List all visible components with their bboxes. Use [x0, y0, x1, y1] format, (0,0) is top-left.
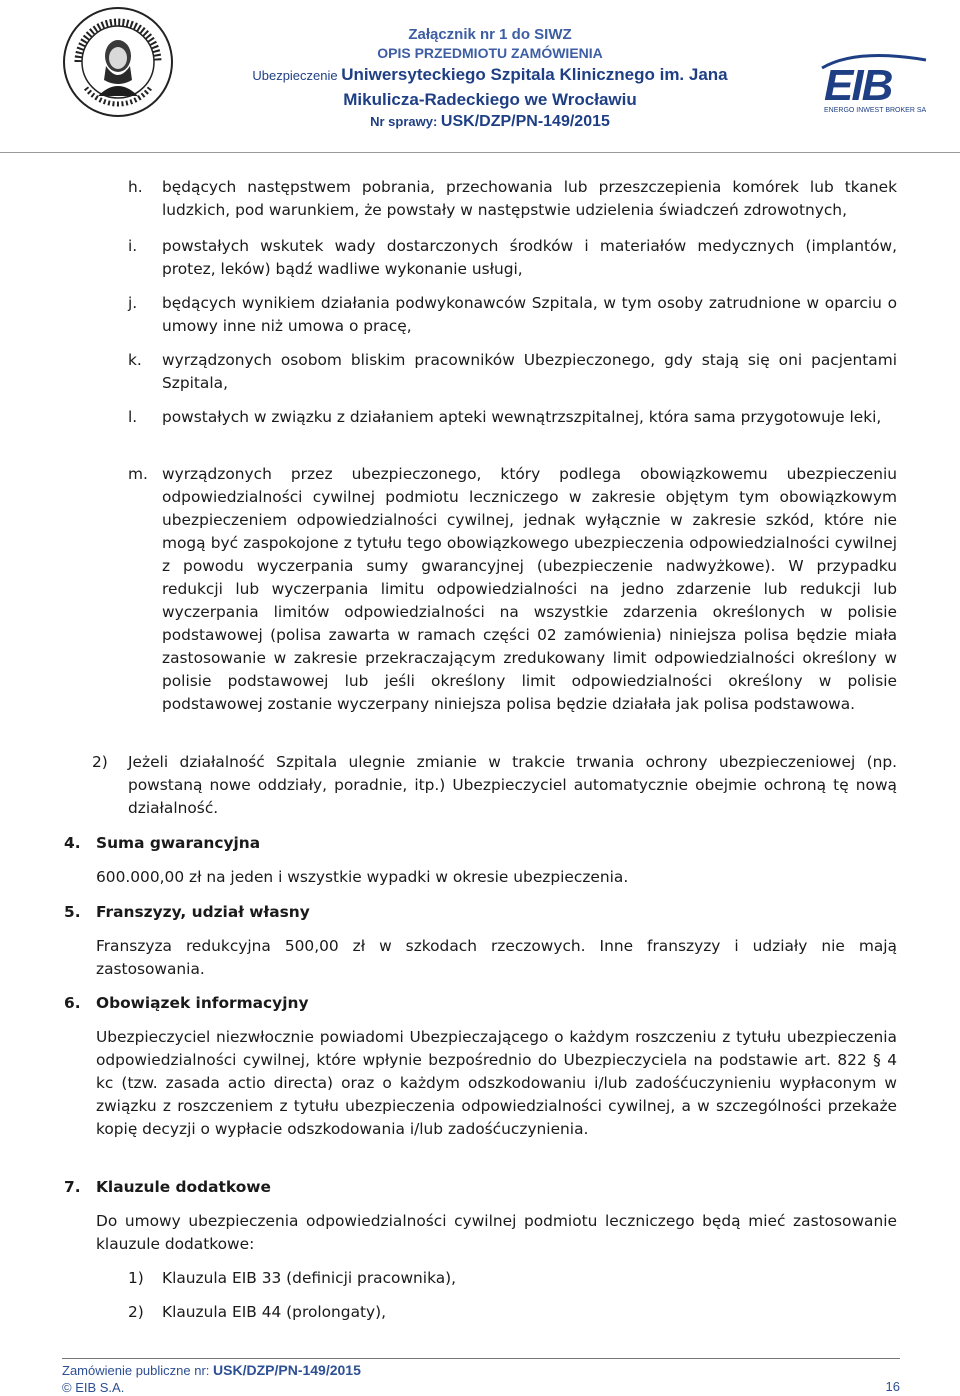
section-body: Ubezpieczyciel niezwłocznie powiadomi Ubezpieczającego o każdym roszczeniu z tytułu ubezpieczenia odpowiedzialności cywilnej, które wpłynie bezpośrednio do Ubezpieczyciela na podstawie art. 822 § 4 kc (tzw. zasada actio directa) oraz o każdym odszkodowaniu i/lub zadośćuczynieniu wypłaconym w związku z roszczeniem z tytułu ubezpieczenia odpowiedzialności cywilnej, a w szczególności przekaże kopię decyzji o wypłacie odszkodowania i/lub zadośćuczynienia. — [96, 1028, 897, 1138]
list-marker: i. — [128, 237, 138, 255]
section-body: Franszyza redukcyjna 500,00 zł w szkodach rzeczowych. Inne franszyzy i udziały nie mają zastosowania. — [96, 937, 897, 978]
page-header — [0, 0, 960, 153]
case-number: Nr sprawy: USK/DZP/PN-149/2015 — [370, 113, 610, 130]
footer-copyright: © EIB S.A. — [62, 1380, 125, 1395]
clause-item: Klauzula EIB 33 (definicji pracownika), — [162, 1269, 457, 1287]
list-item: wyrządzonych przez ubezpieczonego, który podlega obowiązkowemu ubezpieczeniu odpowiedzialności cywilnej podmiotu leczniczego w zakresie objętym tym obowiązkowym ubezpieczeniem odpowiedzialności cywilnej, jednak wyłącznie w zakresie szkód, które nie mogą być zaspokojone z tytułu tego obowiązkowego ubezpieczenia odpowiedzialności cywilnej z powodu wyczerpania sumy gwarancyjnej (ubezpieczenie nadwyżkowe). W przypadku redukcji lub wyczerpania limitu odpowiedzialności na jedno zdarzenie lub redukcji lub wyczerpania limitów odpowiedzialności na wszystkie zdarzenia określonych w polisie podstawowej (polisa zawarta w ramach części 02 zamówienia) niniejsza polisa będzie miała zastosowanie w zakresie przekraczającym zredukowany limit odpowiedzialności określony w polisie podstawowej lub jeśli określony limit odpowiedzialności określony w polisie podstawowej zostanie wyczerpany niniejsza polisa będzie działała jak polisa podstawowa. — [162, 465, 897, 713]
section-number: 4. — [64, 834, 81, 852]
clause-marker: 2) — [128, 1303, 144, 1321]
list-marker: j. — [128, 294, 138, 312]
section-body: Do umowy ubezpieczenia odpowiedzialności cywilnej podmiotu leczniczego będą mieć zastosowanie klauzule dodatkowe: — [96, 1212, 897, 1253]
point-text: Jeżeli działalność Szpitala ulegnie zmianie w trakcie trwania ochrony ubezpieczeniowej (np. powstaną nowe oddziały, poradnie, itp.) Ubezpieczyciel automatycznie obejmie ochroną tę nową działalność. — [128, 753, 897, 817]
list-item: będących następstwem pobrania, przechowania lub przeszczepienia komórek lub tkanek ludzkich, pod warunkiem, że powstały w następstwie udzielenia świadczeń zdrowotnych, — [162, 178, 897, 219]
section-number: 7. — [64, 1178, 81, 1196]
page-number: 16 — [885, 1379, 900, 1394]
section-title: Franszyzy, udział własny — [96, 903, 310, 921]
list-marker: h. — [128, 178, 143, 196]
list-item: będących wynikiem działania podwykonawców Szpitala, w tym osoby zatrudnione w oparciu o umowy inne niż umowa o pracę, — [162, 294, 897, 335]
footer-divider — [62, 1358, 900, 1359]
list-marker: l. — [128, 408, 138, 426]
hospital-name-cont: Mikulicza-Radeckiego we Wrocławiu — [343, 90, 637, 109]
section-title: Suma gwarancyjna — [96, 834, 261, 852]
svg-text:ENERGO INWEST BROKER SA: ENERGO INWEST BROKER SA — [824, 107, 927, 114]
footer-order-number: Zamówienie publiczne nr: USK/DZP/PN-149/2015 — [62, 1362, 361, 1378]
section-title: Obowiązek informacyjny — [96, 994, 309, 1012]
header-title-block — [230, 25, 750, 133]
eib-logo — [816, 52, 934, 116]
insurance-subject: Ubezpieczenie Uniwersyteckiego Szpitala Klinicznego im. Jana — [252, 65, 728, 84]
svg-text:EIB: EIB — [824, 61, 892, 110]
hospital-seal-logo — [62, 6, 174, 118]
clause-marker: 1) — [128, 1269, 144, 1287]
section-number: 5. — [64, 903, 81, 921]
list-item: powstałych w związku z działaniem apteki wewnątrzszpitalnej, która sama przygotowuje leki, — [162, 408, 882, 426]
document-type: OPIS PRZEDMIOTU ZAMÓWIENIA — [377, 45, 603, 61]
list-item: powstałych wskutek wady dostarczonych środków i materiałów medycznych (implantów, protez, leków) bądź wadliwe wykonanie usługi, — [162, 237, 897, 278]
section-title: Klauzule dodatkowe — [96, 1178, 271, 1196]
list-marker: m. — [128, 465, 148, 483]
page-footer — [62, 1362, 900, 1396]
clause-item: Klauzula EIB 44 (prolongaty), — [162, 1303, 387, 1321]
section-body: 600.000,00 zł na jeden i wszystkie wypadki w okresie ubezpieczenia. — [96, 868, 629, 886]
point-marker: 2) — [92, 753, 108, 771]
section-number: 6. — [64, 994, 81, 1012]
list-item: wyrządzonych osobom bliskim pracowników Ubezpieczonego, gdy stają się oni pacjentami Szpitala, — [162, 351, 897, 392]
list-marker: k. — [128, 351, 142, 369]
annex-label: Załącznik nr 1 do SIWZ — [408, 26, 572, 43]
